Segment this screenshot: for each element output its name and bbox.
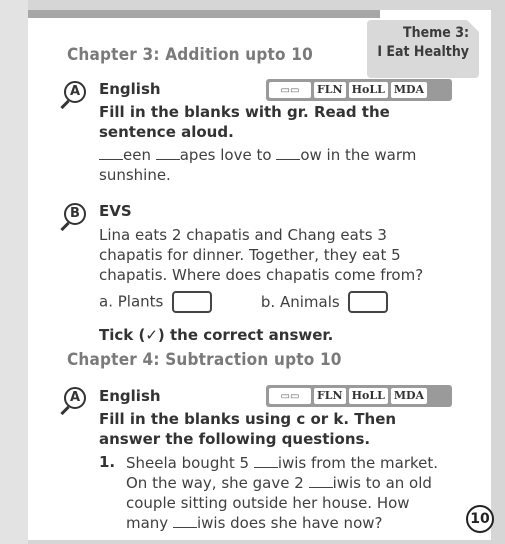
tag-fln: FLN (314, 82, 346, 98)
book-icon: ▭▭ (269, 388, 311, 404)
problem-text: iwis from the market. On the way, she gave 2 (126, 454, 439, 492)
tag-holl: HoLL (349, 388, 388, 404)
top-bar (28, 10, 380, 18)
tag-mda: MDA (391, 388, 427, 404)
blank[interactable] (99, 147, 123, 160)
chapter-3-title: Chapter 3: Addition upto 10 (67, 45, 313, 65)
section-a-badge: A (64, 81, 86, 103)
blank[interactable] (254, 455, 278, 468)
page-gutter (0, 0, 28, 544)
tag-fln: FLN (314, 388, 346, 404)
book-icon: ▭▭ (269, 82, 311, 98)
skill-tags (266, 79, 452, 101)
blank[interactable] (309, 475, 333, 488)
page-fold (467, 20, 479, 32)
fill-sentence (99, 145, 451, 185)
subject-evs: EVS (99, 202, 132, 220)
blank[interactable] (173, 515, 197, 528)
option-animals-checkbox[interactable] (348, 291, 388, 313)
option-animals-label: b. Animals (260, 292, 340, 311)
theme-name: I Eat Healthy (377, 44, 469, 60)
word-problem (126, 453, 456, 533)
theme-label (367, 20, 479, 78)
blank[interactable] (156, 147, 180, 160)
option-plants-label: a. Plants (99, 292, 164, 311)
item-number: 1. (99, 453, 116, 471)
subject-english: English (99, 387, 161, 405)
tick-instruction: Tick (✓) the correct answer. (99, 326, 334, 344)
section-b-badge: B (64, 203, 86, 225)
sentence-part: een (123, 146, 156, 164)
tag-mda: MDA (391, 82, 427, 98)
problem-text: Sheela bought 5 (126, 454, 254, 472)
sentence-part: ow in the warm sunshine. (99, 146, 417, 184)
chapter-4-title: Chapter 4: Subtraction upto 10 (67, 350, 342, 370)
subject-english: English (99, 80, 161, 98)
instruction: Fill in the blanks using c or k. Then answer the following questions. (99, 410, 397, 448)
instruction: Fill in the blanks with gr. Read the sentence aloud. (99, 103, 390, 141)
blank[interactable] (276, 147, 300, 160)
problem-text: iwis does she have now? (196, 514, 383, 532)
sentence-part: apes love to (179, 146, 277, 164)
page-number: 10 (466, 505, 494, 533)
section-a-badge: A (64, 387, 86, 409)
option-plants-checkbox[interactable] (172, 291, 212, 313)
evs-question: Lina eats 2 chapatis and Chang eats 3 chapatis for dinner. Together, they eat 5 chapatis. Where does chapatis come from? (99, 226, 424, 284)
theme-number: Theme 3: (403, 25, 469, 41)
tag-holl: HoLL (349, 82, 388, 98)
problem-text: iwis to an old couple sitting outside her house. How many (126, 474, 432, 532)
options-row (99, 291, 451, 313)
skill-tags (266, 385, 452, 407)
